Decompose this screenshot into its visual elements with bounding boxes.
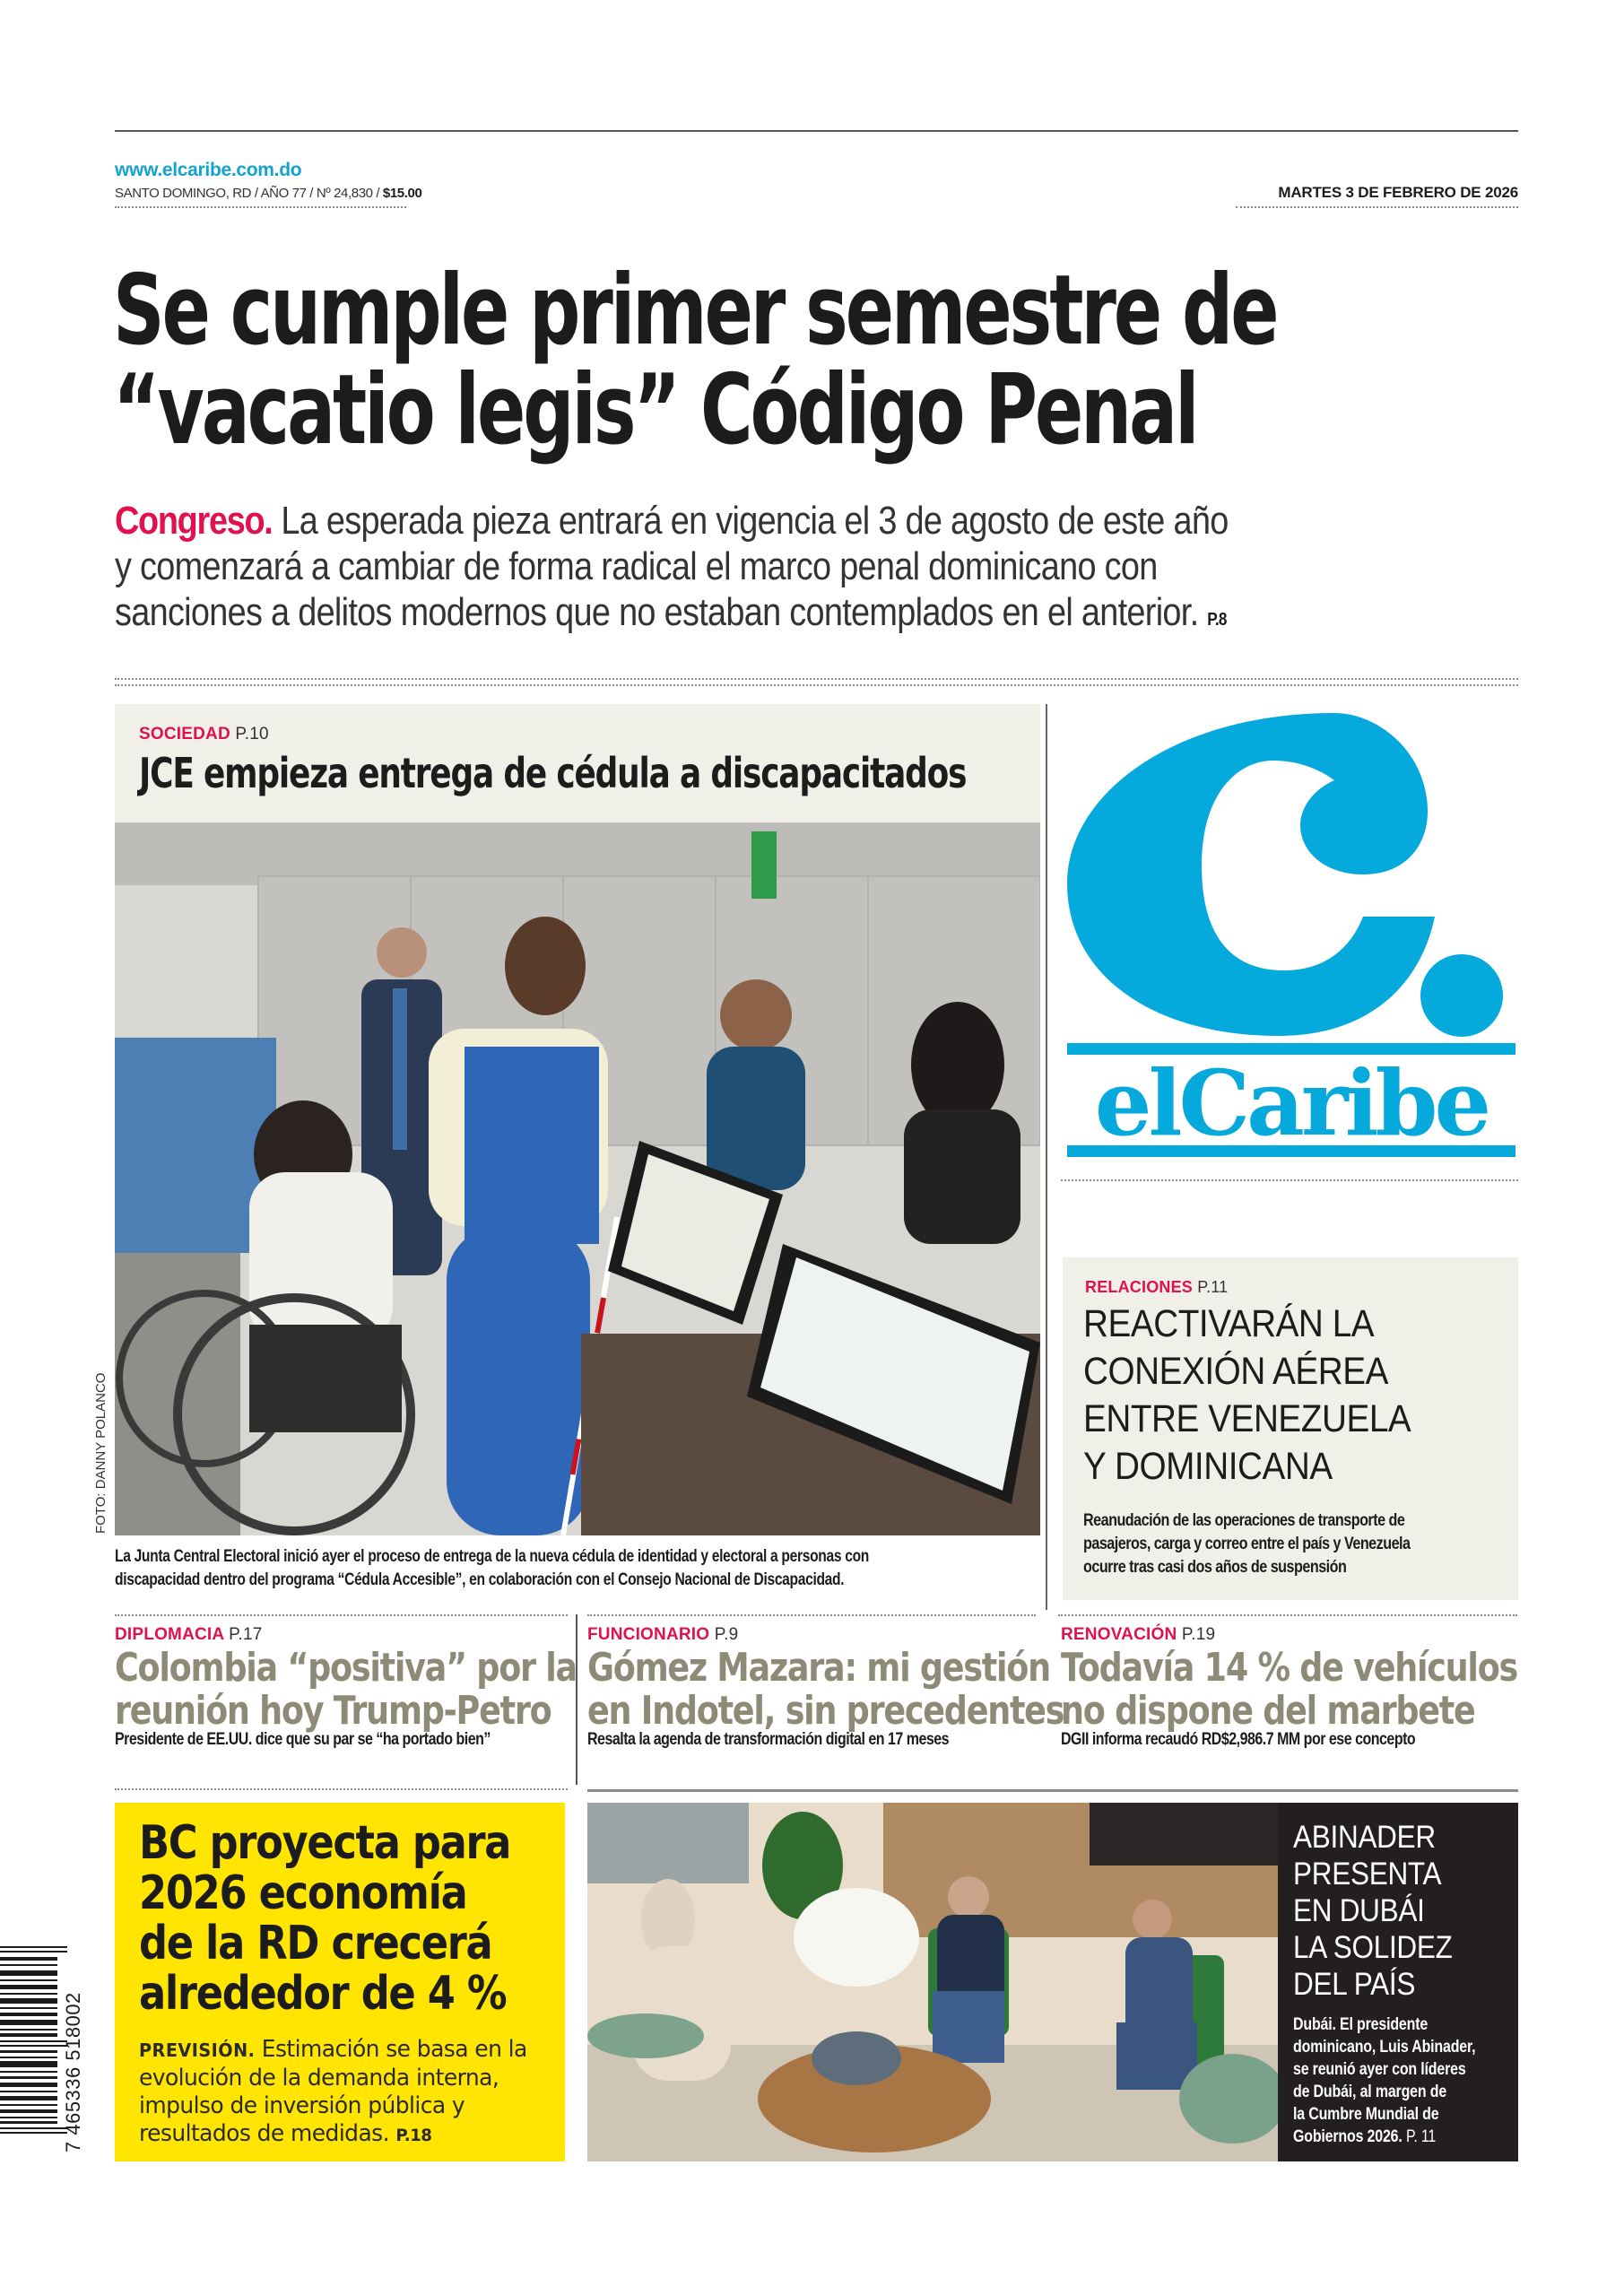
elcaribe-logo[interactable] (1058, 709, 1524, 1211)
deck-kicker: Congreso. (115, 499, 273, 543)
lead-deck (115, 498, 1550, 643)
brief-summary: Presidente de EE.UU. dice que su par se “ha portado bien” (115, 1729, 491, 1749)
sidebar-headline-line1: REACTIVARÁN LA (1083, 1302, 1375, 1345)
sidebar-headline-line3: ENTRE VENEZUELA (1083, 1397, 1411, 1440)
feature-photo-credit: FOTO: DANNY POLANCO (93, 1372, 109, 1534)
briefs-bottom-rule (587, 1789, 1518, 1792)
sidebar-headline (1083, 1300, 1523, 1491)
section-divider-2 (115, 684, 1518, 686)
feature-section[interactable]: SOCIEDAD (139, 725, 230, 744)
feature-kicker (139, 725, 269, 744)
briefs-top-dotted-2 (587, 1614, 1036, 1616)
lead-deck-line2: y comenzará a cambiar de forma radical el marco penal dominicano con (115, 544, 1158, 588)
dubai-page-ref[interactable]: P. 11 (1405, 2127, 1437, 2146)
top-rule (115, 130, 1518, 132)
barcode-digits: 7 465336 518002 (62, 1992, 84, 2152)
feature-caption (115, 1544, 1040, 1591)
sidebar-kicker (1085, 1278, 1228, 1297)
feature-photo[interactable] (115, 822, 1040, 1535)
feature-caption-line1: La Junta Central Electoral inició ayer el proceso de entrega de la nueva cédula de identidad y electoral a personas con (115, 1546, 870, 1566)
lead-page-ref[interactable]: P.8 (1207, 610, 1227, 630)
elcaribe-c-logo-icon (1058, 709, 1524, 1211)
masthead-dotted-right (1236, 206, 1518, 208)
brief-summary: DGII informa recaudó RD$2,986.7 MM por ese concepto (1061, 1729, 1416, 1749)
brief-renovacion[interactable]: RENOVACIÓN P.19 Todavía 14 % de vehículos no dispone del marbete DGII informa recaudó RD$2,986.7 MM por ese concepto (1061, 1625, 1518, 1749)
brief-headline-line1: Gómez Mazara: mi gestión (587, 1645, 1050, 1691)
price: $15.00 (382, 186, 422, 201)
logo-dotted-rule (1061, 1179, 1518, 1181)
lead-deck-line1: Congreso. La esperada pieza entrará en vigencia el 3 de agosto de este año (115, 499, 1229, 543)
economy-headline: BC proyecta para 2026 economía de la RD crecerá alrededor de 4 % (139, 1816, 511, 2021)
brief-headline-line1: Colombia “positiva” por la (115, 1645, 577, 1691)
edition-info (115, 186, 421, 201)
sidebar-section[interactable]: RELACIONES (1085, 1278, 1194, 1296)
jce-photo-illustration (115, 822, 1040, 1535)
barcode-icon (0, 1946, 72, 2152)
sidebar-headline-line4: Y DOMINICANA (1083, 1445, 1333, 1488)
sidebar-summary: Reanudación de las operaciones de transporte de pasajeros, carga y correo entre el país y Venezuela ocurre tras casi dos años de suspensión (1083, 1511, 1411, 1577)
masthead-dotted-left (115, 206, 406, 208)
svg-text:elCaribe: elCaribe (1094, 1050, 1489, 1156)
briefs-top-dotted-1 (115, 1614, 568, 1616)
issue-date: MARTES 3 DE FEBRERO DE 2026 (1278, 184, 1518, 201)
website-link[interactable]: www.elcaribe.com.do (115, 160, 302, 180)
brief-headline-line2: no dispone del marbete (1061, 1688, 1475, 1734)
briefs-top-dotted-3 (1058, 1614, 1517, 1616)
dubai-body: Dubái. El presidente dominicano, Luis Abinader, se reunió ayer con líderes de Dubái, al margen de la Cumbre Mundial de Gobiernos 2026. P. 11 (1293, 2015, 1476, 2146)
barcode (0, 1946, 72, 2152)
economy-kicker: PREVISIÓN. (139, 2039, 256, 2061)
sidebar-page-ref[interactable]: P.11 (1197, 1278, 1229, 1296)
lead-deck-line3: sanciones a delitos modernos que no estaban contemplados en el anterior. P.8 (115, 590, 1227, 634)
economy-body: PREVISIÓN. Estimación se basa en la evolución de la demanda interna, impulso de inversión pública y resultados de medidas. P.18 (139, 2036, 527, 2147)
section-divider-1 (115, 678, 1518, 680)
lead-headline[interactable] (113, 255, 1530, 466)
lead-headline-line2: “vacatio legis” Código Penal (113, 354, 1197, 466)
dubai-headline: ABINADER PRESENTA EN DUBÁI LA SOLIDEZ DEL PAÍS (1293, 1820, 1453, 2002)
feature-page-ref[interactable]: P.10 (235, 725, 269, 744)
briefs-bottom-dotted (115, 1788, 568, 1790)
feature-headline[interactable]: JCE empieza entrega de cédula a discapacitados (139, 749, 967, 797)
economy-page-ref[interactable]: P.18 (395, 2126, 432, 2145)
feature-caption-line2: discapacidad dentro del programa “Cédula Accesible”, en colaboración con el Consejo Nacional de Discapacidad. (115, 1570, 845, 1589)
brief-diplomacia[interactable]: DIPLOMACIA P.17 Colombia “positiva” por la reunión hoy Trump-Petro Presidente de EE.UU. dice que su par se “ha portado bien” (115, 1625, 577, 1749)
edition-details: SANTO DOMINGO, RD / AÑO 77 / Nº 24,830 / (115, 186, 383, 201)
column-rule-right (1046, 704, 1047, 1610)
dubai-photo[interactable] (587, 1803, 1278, 2161)
brief-headline-line2: en Indotel, sin precedentes (587, 1688, 1064, 1734)
brief-funcionario[interactable]: FUNCIONARIO P.9 Gómez Mazara: mi gestión en Indotel, sin precedentes Resalta la agenda de transformación digital en 17 meses (587, 1625, 1064, 1749)
dubai-meeting-photo-illustration (587, 1803, 1278, 2161)
lead-headline-line1: Se cumple primer semestre de (113, 255, 1277, 367)
brief-headline-line2: reunión hoy Trump-Petro (115, 1688, 551, 1734)
sidebar-headline-line2: CONEXIÓN AÉREA (1083, 1350, 1388, 1393)
brief-summary: Resalta la agenda de transformación digital en 17 meses (587, 1729, 950, 1749)
brief-headline-line1: Todavía 14 % de vehículos (1061, 1645, 1518, 1691)
